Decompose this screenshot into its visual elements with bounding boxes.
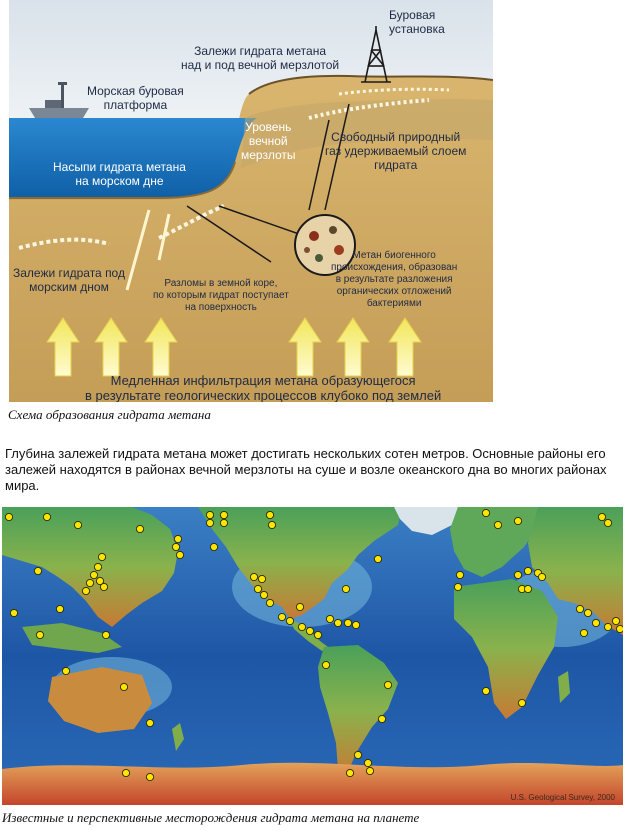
deposit-marker <box>456 571 463 578</box>
deposit-marker <box>454 583 461 590</box>
deposit-marker <box>482 687 489 694</box>
deposit-marker <box>364 759 371 766</box>
methane-hydrate-diagram <box>9 0 493 402</box>
deposit-marker <box>268 521 275 528</box>
deposit-marker <box>580 629 587 636</box>
deposit-marker <box>378 715 385 722</box>
deposit-marker <box>74 521 81 528</box>
organic-particle <box>329 226 337 234</box>
deposit-marker <box>322 661 329 668</box>
deposit-marker <box>146 773 153 780</box>
deposit-marker <box>94 563 101 570</box>
organic-particle <box>315 254 323 262</box>
deposit-marker <box>598 513 605 520</box>
deposit-marker <box>43 513 50 520</box>
deposit-marker <box>86 579 93 586</box>
deposit-marker <box>592 619 599 626</box>
deposit-marker <box>344 619 351 626</box>
deposit-marker <box>278 613 285 620</box>
diagram-caption: Схема образования гидрата метана <box>8 407 211 422</box>
deposit-marker <box>82 587 89 594</box>
deposit-marker <box>176 551 183 558</box>
deposit-marker <box>266 511 273 518</box>
deposit-marker <box>352 621 359 628</box>
deposit-marker <box>146 719 153 726</box>
deposit-marker <box>482 509 489 516</box>
deposit-marker <box>136 525 143 532</box>
deposit-marker <box>604 519 611 526</box>
deposit-marker <box>100 583 107 590</box>
deposit-marker <box>220 511 227 518</box>
deposit-marker <box>296 603 303 610</box>
deposit-marker <box>524 585 531 592</box>
deposit-marker <box>102 631 109 638</box>
map-copyright: U.S. Geological Survey, 2000 <box>510 793 615 802</box>
deposit-marker <box>286 617 293 624</box>
deposit-marker <box>616 625 623 632</box>
world-map <box>2 507 623 805</box>
deposit-marker <box>584 609 591 616</box>
label-sea-platform: Морская буровая платформа <box>87 84 184 112</box>
deposit-marker <box>354 751 361 758</box>
deposit-marker <box>220 519 227 526</box>
label-seabed-deposits: Залежи гидрата под морским дном <box>13 266 125 294</box>
deposit-marker <box>34 567 41 574</box>
deposit-marker <box>250 573 257 580</box>
organic-particle <box>309 231 319 241</box>
deposit-marker <box>266 599 273 606</box>
deposit-marker <box>494 521 501 528</box>
label-infiltration: Медленная инфильтрация метана образующегося в результате геологических процессов клубоко под землей <box>85 373 442 402</box>
deposit-marker <box>326 615 333 622</box>
map-caption: Известные и перспективные месторождения гидрата метана на планете <box>2 810 420 825</box>
label-faults: Разломы в земной коре, по которым гидрат поступает на поверхность <box>153 278 289 313</box>
deposit-marker <box>206 511 213 518</box>
organic-particle <box>304 247 310 253</box>
deposit-marker <box>122 769 129 776</box>
deposit-marker <box>514 571 521 578</box>
label-hydrate-permafrost: Залежи гидрата метана над и под вечной мерзлотой <box>181 44 340 72</box>
deposit-marker <box>612 617 619 624</box>
deposit-marker <box>518 699 525 706</box>
deposit-marker <box>604 623 611 630</box>
deposit-marker <box>90 571 97 578</box>
deposit-marker <box>98 553 105 560</box>
deposit-marker <box>342 585 349 592</box>
description-paragraph: Глубина залежей гидрата метана может достигать нескольких сотен метров. Основные районы его залежей находятся в районах вечной мерзлоты на суше и возле океанского дна во многих районах мира. <box>5 446 607 493</box>
deposit-marker <box>538 573 545 580</box>
label-biogenic-methane: Метан биогенного происхождения, образован в результате разложения органических отложений бактериями <box>331 250 458 309</box>
label-permafrost-level: Уровень вечной мерзлоты <box>241 120 296 162</box>
deposit-marker <box>5 513 12 520</box>
deposit-marker <box>210 543 217 550</box>
deposit-marker <box>334 619 341 626</box>
deposit-marker <box>10 609 17 616</box>
deposit-marker <box>514 517 521 524</box>
deposit-marker <box>260 591 267 598</box>
deposit-marker <box>172 543 179 550</box>
deposit-marker <box>306 627 313 634</box>
deposit-marker <box>366 767 373 774</box>
label-drilling-rig: Буровая установка <box>389 8 445 36</box>
deposit-marker <box>576 605 583 612</box>
deposit-marker <box>346 769 353 776</box>
deposit-marker <box>384 681 391 688</box>
deposit-marker <box>314 631 321 638</box>
world-map-graphic <box>2 507 623 805</box>
deposit-marker <box>254 585 261 592</box>
deposit-marker <box>258 575 265 582</box>
deposit-marker <box>120 683 127 690</box>
label-seafloor-mounds: Насыпи гидрата метана на морском дне <box>53 160 186 188</box>
deposit-marker <box>524 567 531 574</box>
deposit-marker <box>62 667 69 674</box>
deposit-marker <box>56 605 63 612</box>
label-free-gas: Свободный природный газ удерживаемый слоем гидрата <box>325 130 467 172</box>
deposit-marker <box>206 519 213 526</box>
deposit-marker <box>298 623 305 630</box>
deposit-marker <box>374 555 381 562</box>
deposit-marker <box>174 535 181 542</box>
deposit-marker <box>36 631 43 638</box>
